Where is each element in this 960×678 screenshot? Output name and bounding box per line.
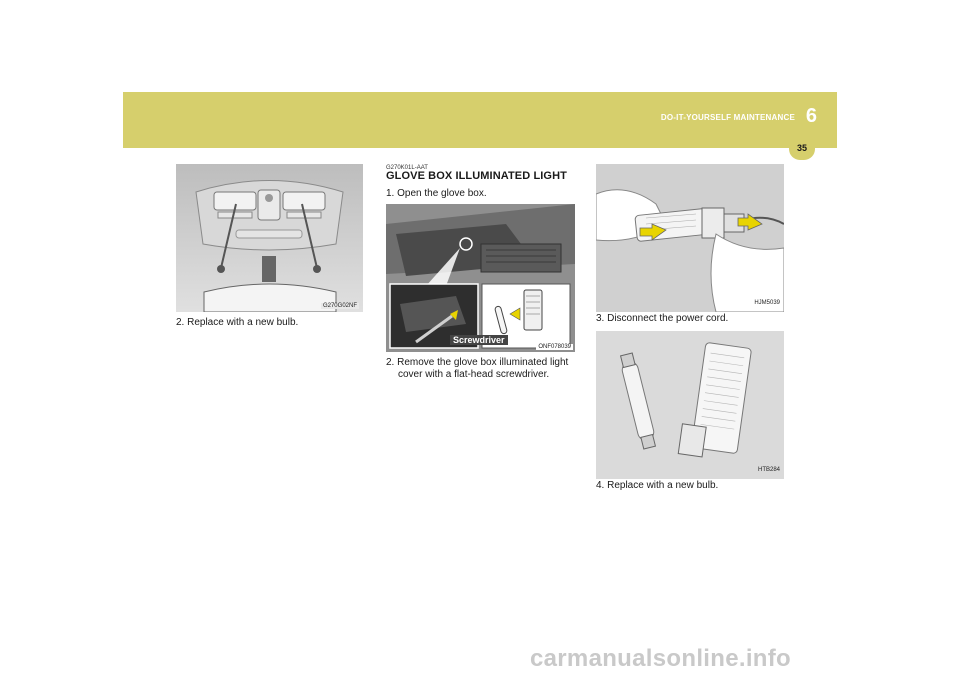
figure-code: G270G02NF	[322, 303, 357, 309]
screwdriver-label: Screwdriver	[450, 335, 508, 345]
chapter-header-band	[123, 92, 837, 148]
chapter-title: DO-IT-YOURSELF MAINTENANCE	[660, 113, 795, 122]
overhead-console-figure	[176, 164, 363, 312]
figure-code: HTB284	[757, 467, 780, 473]
new-bulb-figure	[596, 331, 784, 479]
step-open-glove-box: 1. Open the glove box.	[386, 188, 487, 199]
step-replace-bulb-right: 4. Replace with a new bulb.	[596, 480, 719, 491]
step-disconnect-power-cord: 3. Disconnect the power cord.	[596, 313, 729, 324]
section-title: GLOVE BOX ILLUMINATED LIGHT	[386, 170, 567, 182]
glove-box-illustration	[386, 204, 575, 352]
step-remove-cover-line2: cover with a flat-head screwdriver.	[398, 369, 550, 380]
figure-code: ONF078039	[538, 344, 571, 350]
page-number-tab	[789, 136, 815, 160]
glove-box-figure	[386, 204, 575, 352]
bulb-and-cover-illustration	[596, 331, 784, 479]
step-replace-bulb-left: 2. Replace with a new bulb.	[176, 317, 299, 328]
overhead-console-illustration	[176, 164, 363, 312]
figure-code: HJM5039	[754, 300, 780, 306]
disconnect-cord-illustration	[596, 164, 784, 312]
disconnect-cord-figure	[596, 164, 784, 312]
page-number: 35	[796, 143, 807, 153]
chapter-number: 6	[805, 105, 817, 127]
watermark: carmanualsonline.info	[530, 645, 792, 672]
step-remove-cover-line1: 2. Remove the glove box illuminated light	[386, 357, 569, 368]
section-code: G270K01L-AAT	[386, 165, 428, 171]
